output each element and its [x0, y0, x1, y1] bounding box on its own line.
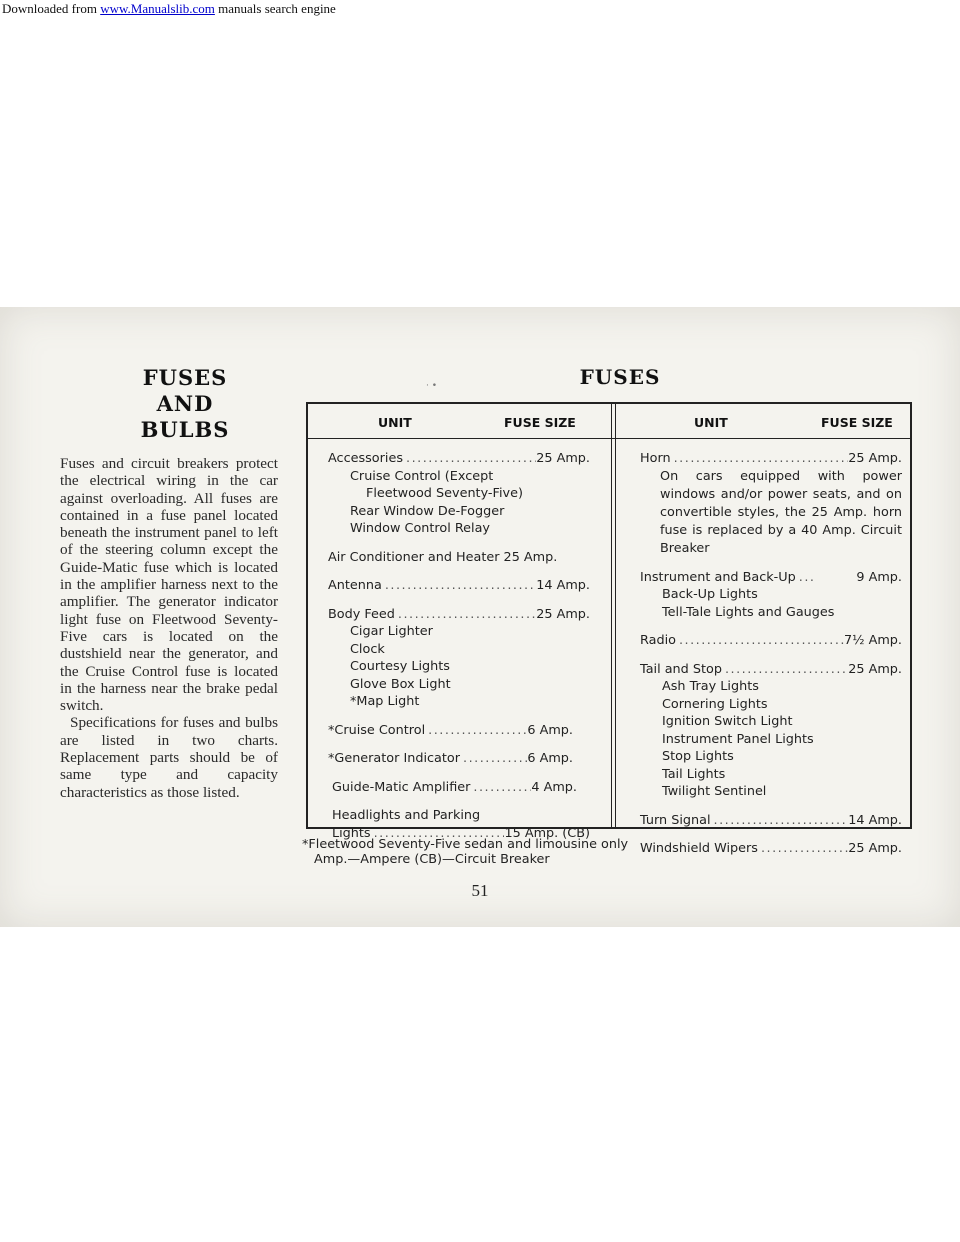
- fuse-sub-item: Instrument Panel Lights: [662, 731, 814, 747]
- fuse-unit: Guide-Matic Amplifier: [332, 779, 471, 795]
- fuse-unit: *Cruise Control: [328, 722, 426, 738]
- fuse-entry: [640, 450, 902, 558]
- fuse-entry: [328, 450, 590, 538]
- footnote-abbreviations: Amp.—Ampere (CB)—Circuit Breaker: [314, 852, 550, 867]
- manualslib-link[interactable]: www.Manualslib.com: [100, 1, 215, 16]
- fuse-sub-item: Window Control Relay: [350, 521, 491, 536]
- header-fuse-size-left: FUSE SIZE: [504, 415, 576, 430]
- fuse-sub-item: Back-Up Lights: [662, 587, 758, 602]
- fuse-size: 25 Amp.: [848, 841, 902, 856]
- right-fuse-column: [640, 450, 902, 869]
- banner-suffix: manuals search engine: [214, 1, 336, 16]
- fuse-unit: Radio: [640, 633, 676, 648]
- table-title: FUSES: [579, 365, 661, 389]
- fuse-unit: *Generator Indicator: [328, 751, 460, 766]
- fuse-sub-item: Cornering Lights: [662, 696, 768, 712]
- table-footnotes: [302, 837, 628, 867]
- fuse-sub-item: Clock: [350, 641, 385, 657]
- fuse-entry: [328, 779, 590, 797]
- fuse-entry: [640, 569, 902, 622]
- heading-line-3: BULBS: [140, 417, 230, 442]
- intro-text: [60, 455, 278, 801]
- intro-paragraph-1: Fuses and circuit breakers protect the electrical wiring in the car against overloading. All fuses are contained in a fuse panel located beneath the instrument panel to left of the steering column except the Guide-Matic fuse which is located in the amplifier harness next to the amplifier. The generator indicator light fuse on Fleetwood Seventy-Five cars is located on the dustshield near the generator, and the Cruise Control fuse is located in the harness near the brake pedal switch.: [60, 455, 278, 715]
- horn-fuse-note: On cars equipped with power windows and/or power seats, and on convertible styles, the 25 Amp. horn fuse is replaced by a 40 Amp. Circuit Breaker: [660, 468, 902, 556]
- fuse-entry: [640, 840, 902, 858]
- fuse-unit: Body Feed: [328, 606, 395, 622]
- fuse-unit: Air Conditioner and Heater: [328, 549, 500, 565]
- fuse-size: 15 Amp. (CB): [504, 825, 590, 841]
- footnote-fleetwood: *Fleetwood Seventy-Five sedan and limousine only: [302, 837, 629, 852]
- fuse-entry: [640, 812, 902, 830]
- manual-page: [0, 307, 960, 927]
- fuse-unit: Turn Signal: [640, 812, 711, 828]
- header-unit-left: UNIT: [378, 415, 412, 430]
- fuse-unit: Instrument and Back-Up: [640, 569, 796, 585]
- fuse-entry: [640, 632, 902, 650]
- fuse-sub-item: Fleetwood Seventy-Five): [366, 486, 523, 501]
- fuse-sub-item: Twilight Sentinel: [662, 784, 767, 799]
- fuse-entry: [328, 549, 590, 567]
- fuse-size: 25 Amp.: [536, 606, 590, 622]
- section-heading: [90, 365, 280, 443]
- fuse-size: 6 Amp.: [527, 751, 573, 766]
- fuse-sub-item: Rear Window De-Fogger: [350, 503, 505, 519]
- header-unit-right: UNIT: [694, 415, 728, 430]
- banner-prefix: Downloaded from: [2, 1, 101, 16]
- download-banner: [0, 0, 960, 18]
- fuse-sub-item: Ignition Switch Light: [662, 714, 793, 729]
- fuse-sub-item: Tell-Tale Lights and Gauges: [662, 604, 835, 620]
- page-number: 51: [471, 881, 489, 900]
- left-fuse-column: [328, 450, 590, 853]
- heading-line-1: FUSES: [142, 365, 228, 390]
- table-header-row: [308, 404, 910, 439]
- fuse-unit-continued: Lights: [332, 825, 371, 841]
- fuse-size: 4 Amp.: [531, 779, 577, 795]
- fuse-unit: Windshield Wipers: [640, 841, 758, 856]
- fuse-size: 6 Amp.: [527, 722, 573, 738]
- fuse-size: 25 Amp.: [536, 451, 590, 466]
- fuse-size: 9 Amp.: [856, 569, 902, 585]
- fuse-entry: [328, 750, 590, 768]
- fuse-unit: Antenna: [328, 578, 382, 593]
- fuse-entry: [328, 577, 590, 595]
- fuse-sub-item: Cigar Lighter: [350, 624, 433, 639]
- fuse-sub-item: Cruise Control (Except: [350, 468, 494, 484]
- intro-paragraph-2: Specifications for fuses and bulbs are listed in two charts. Replacement parts should be of same type and capacity characteristics as those listed.: [60, 714, 278, 801]
- fuse-sub-item: Ash Tray Lights: [662, 679, 759, 694]
- fuse-size: 14 Amp.: [848, 812, 902, 828]
- fuse-entry: [328, 606, 590, 711]
- fuse-size: 14 Amp.: [536, 578, 590, 593]
- header-fuse-size-right: FUSE SIZE: [821, 415, 893, 430]
- print-speck: · •: [426, 381, 438, 391]
- fuse-size: 25 Amp.: [848, 451, 902, 466]
- fuse-unit: Headlights and Parking: [332, 808, 481, 823]
- fuse-entry: [328, 722, 590, 740]
- fuse-size: 25 Amp.: [848, 661, 902, 677]
- fuse-sub-item: *Map Light: [350, 694, 420, 709]
- fuse-size: 25 Amp.: [503, 549, 558, 565]
- fuse-sub-item: Stop Lights: [662, 749, 734, 764]
- fuse-unit: Horn: [640, 451, 671, 466]
- fuse-size: 7½ Amp.: [843, 633, 902, 648]
- column-divider: [611, 404, 616, 827]
- fuse-unit: Accessories: [328, 451, 403, 466]
- heading-line-2: AND: [156, 391, 214, 416]
- fuse-entry: [640, 661, 902, 801]
- fuse-sub-item: Courtesy Lights: [350, 659, 450, 674]
- fuse-sub-item: Tail Lights: [662, 766, 726, 782]
- fuse-sub-item: Glove Box Light: [350, 676, 451, 692]
- fuse-unit: Tail and Stop: [640, 661, 722, 677]
